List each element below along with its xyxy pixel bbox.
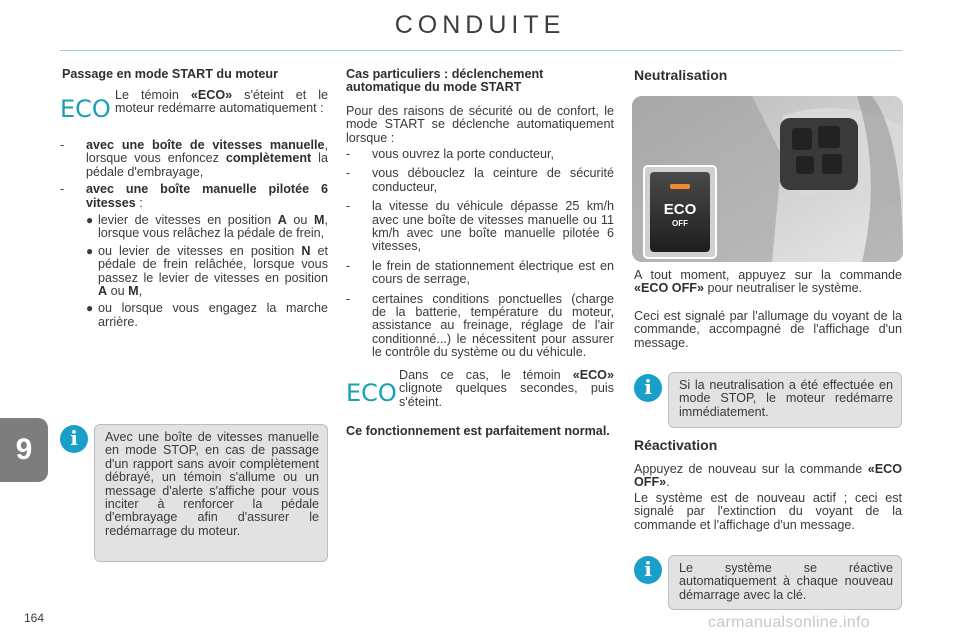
title-divider (60, 50, 902, 51)
special-cases-heading: Cas particuliers : déclenchement automatique du mode START (346, 67, 544, 94)
auto-start-conditions-list (346, 148, 614, 360)
normal-operation-note: Ce fonctionnement est parfaitement normal. (346, 424, 610, 438)
reactivation-instruction: Appuyez de nouveau sur la commande «ECO OFF». (634, 462, 902, 490)
list-item: - la vitesse du véhicule dépasse 25 km/h avec une boîte de vitesses manuelle ou 11 km/h avec une boîte manuelle pilotée 6 vitesses, (346, 199, 614, 254)
info-icon: i (60, 425, 88, 453)
reactivation-info-box: Le système se réactive automatiquement à chaque nouveau démarrage avec la clé. (668, 555, 902, 610)
eco-off-button-label: ECO (663, 201, 697, 218)
info-icon: i (634, 556, 662, 584)
list-item: - le frein de stationnement électrique est en cours de serrage, (346, 258, 614, 287)
list-item: - vous débouclez la ceinture de sécurité conducteur, (346, 166, 614, 194)
list-item: - vous ouvrez la porte conducteur, (346, 147, 555, 161)
list-item: - avec une boîte manuelle pilotée 6 vitesses : (60, 182, 328, 210)
neutralisation-heading: Neutralisation (634, 67, 728, 83)
list-item: - certaines conditions ponctuelles (charge de la batterie, température du moteur, assistance au freinage, réglage de l'air conditionné...) le nécessitent pour assurer le contrôle du système ou du véhicule. (346, 291, 614, 360)
neutralisation-instruction: A tout moment, appuyez sur la commande «ECO OFF» pour neutraliser le système. (634, 268, 902, 296)
chapter-number: 9 (15, 433, 33, 467)
page-number: 164 (24, 611, 45, 625)
start-intro: Le témoin «ECO» s'éteint et le moteur redémarre automatiquement : (115, 88, 329, 116)
reactivation-feedback: Le système est de nouveau actif ; ceci est signalé par l'extinction du voyant de la commande et l'affichage d'un message. (634, 491, 902, 532)
eco-indicator-icon: ECO (60, 95, 111, 123)
page-title: CONDUITE (394, 11, 566, 39)
eco-off-button-photo (632, 96, 903, 262)
manual-gearbox-info-box: Avec une boîte de vitesses manuelle en mode STOP, en cas de passage d'un rapport sans avoir complètement débrayé, un témoin s'allume ou un message d'alerte s'affiche pour vous inciter à renforcer la pédale d'embrayage afin d'assurer le redémarrage du moteur. (94, 424, 328, 562)
neutralisation-feedback: Ceci est signalé par l'allumage du voyant de la commande, accompagné de l'affichage d'un message. (634, 309, 902, 350)
eco-off-button-sublabel: OFF (672, 219, 688, 228)
eco-blink-note: Dans ce cas, le témoin «ECO» clignote quelques secondes, puis s'éteint. (399, 368, 614, 409)
start-mode-heading: Passage en mode START du moteur (62, 67, 278, 81)
neutralisation-info-box: Si la neutralisation a été effectuée en mode STOP, le moteur redémarre immédiatement. (668, 372, 902, 428)
reactivation-heading: Réactivation (634, 437, 718, 453)
eco-indicator-icon: ECO (346, 379, 397, 407)
special-cases-intro: Pour des raisons de sécurité ou de confort, le mode START se déclenche automatiquement lorsque : (346, 104, 614, 145)
start-conditions-list (60, 139, 328, 329)
list-subitem: ● ou lorsque vous engagez la marche arrière. (86, 301, 328, 329)
info-icon: i (634, 374, 662, 402)
list-item: - avec une boîte de vitesses manuelle, lorsque vous enfoncez complètement la pédale d'embrayage, (60, 138, 328, 179)
list-subitem: ● ou levier de vitesses en position N et pédale de frein relâchée, lorsque vous passez le levier de vitesses en position A ou M, (86, 243, 328, 299)
list-subitem: ● levier de vitesses en position A ou M, lorsque vous relâchez la pédale de frein, (86, 213, 328, 241)
watermark: carmanualsonline.info (708, 614, 870, 631)
dashboard-illustration (632, 96, 903, 262)
